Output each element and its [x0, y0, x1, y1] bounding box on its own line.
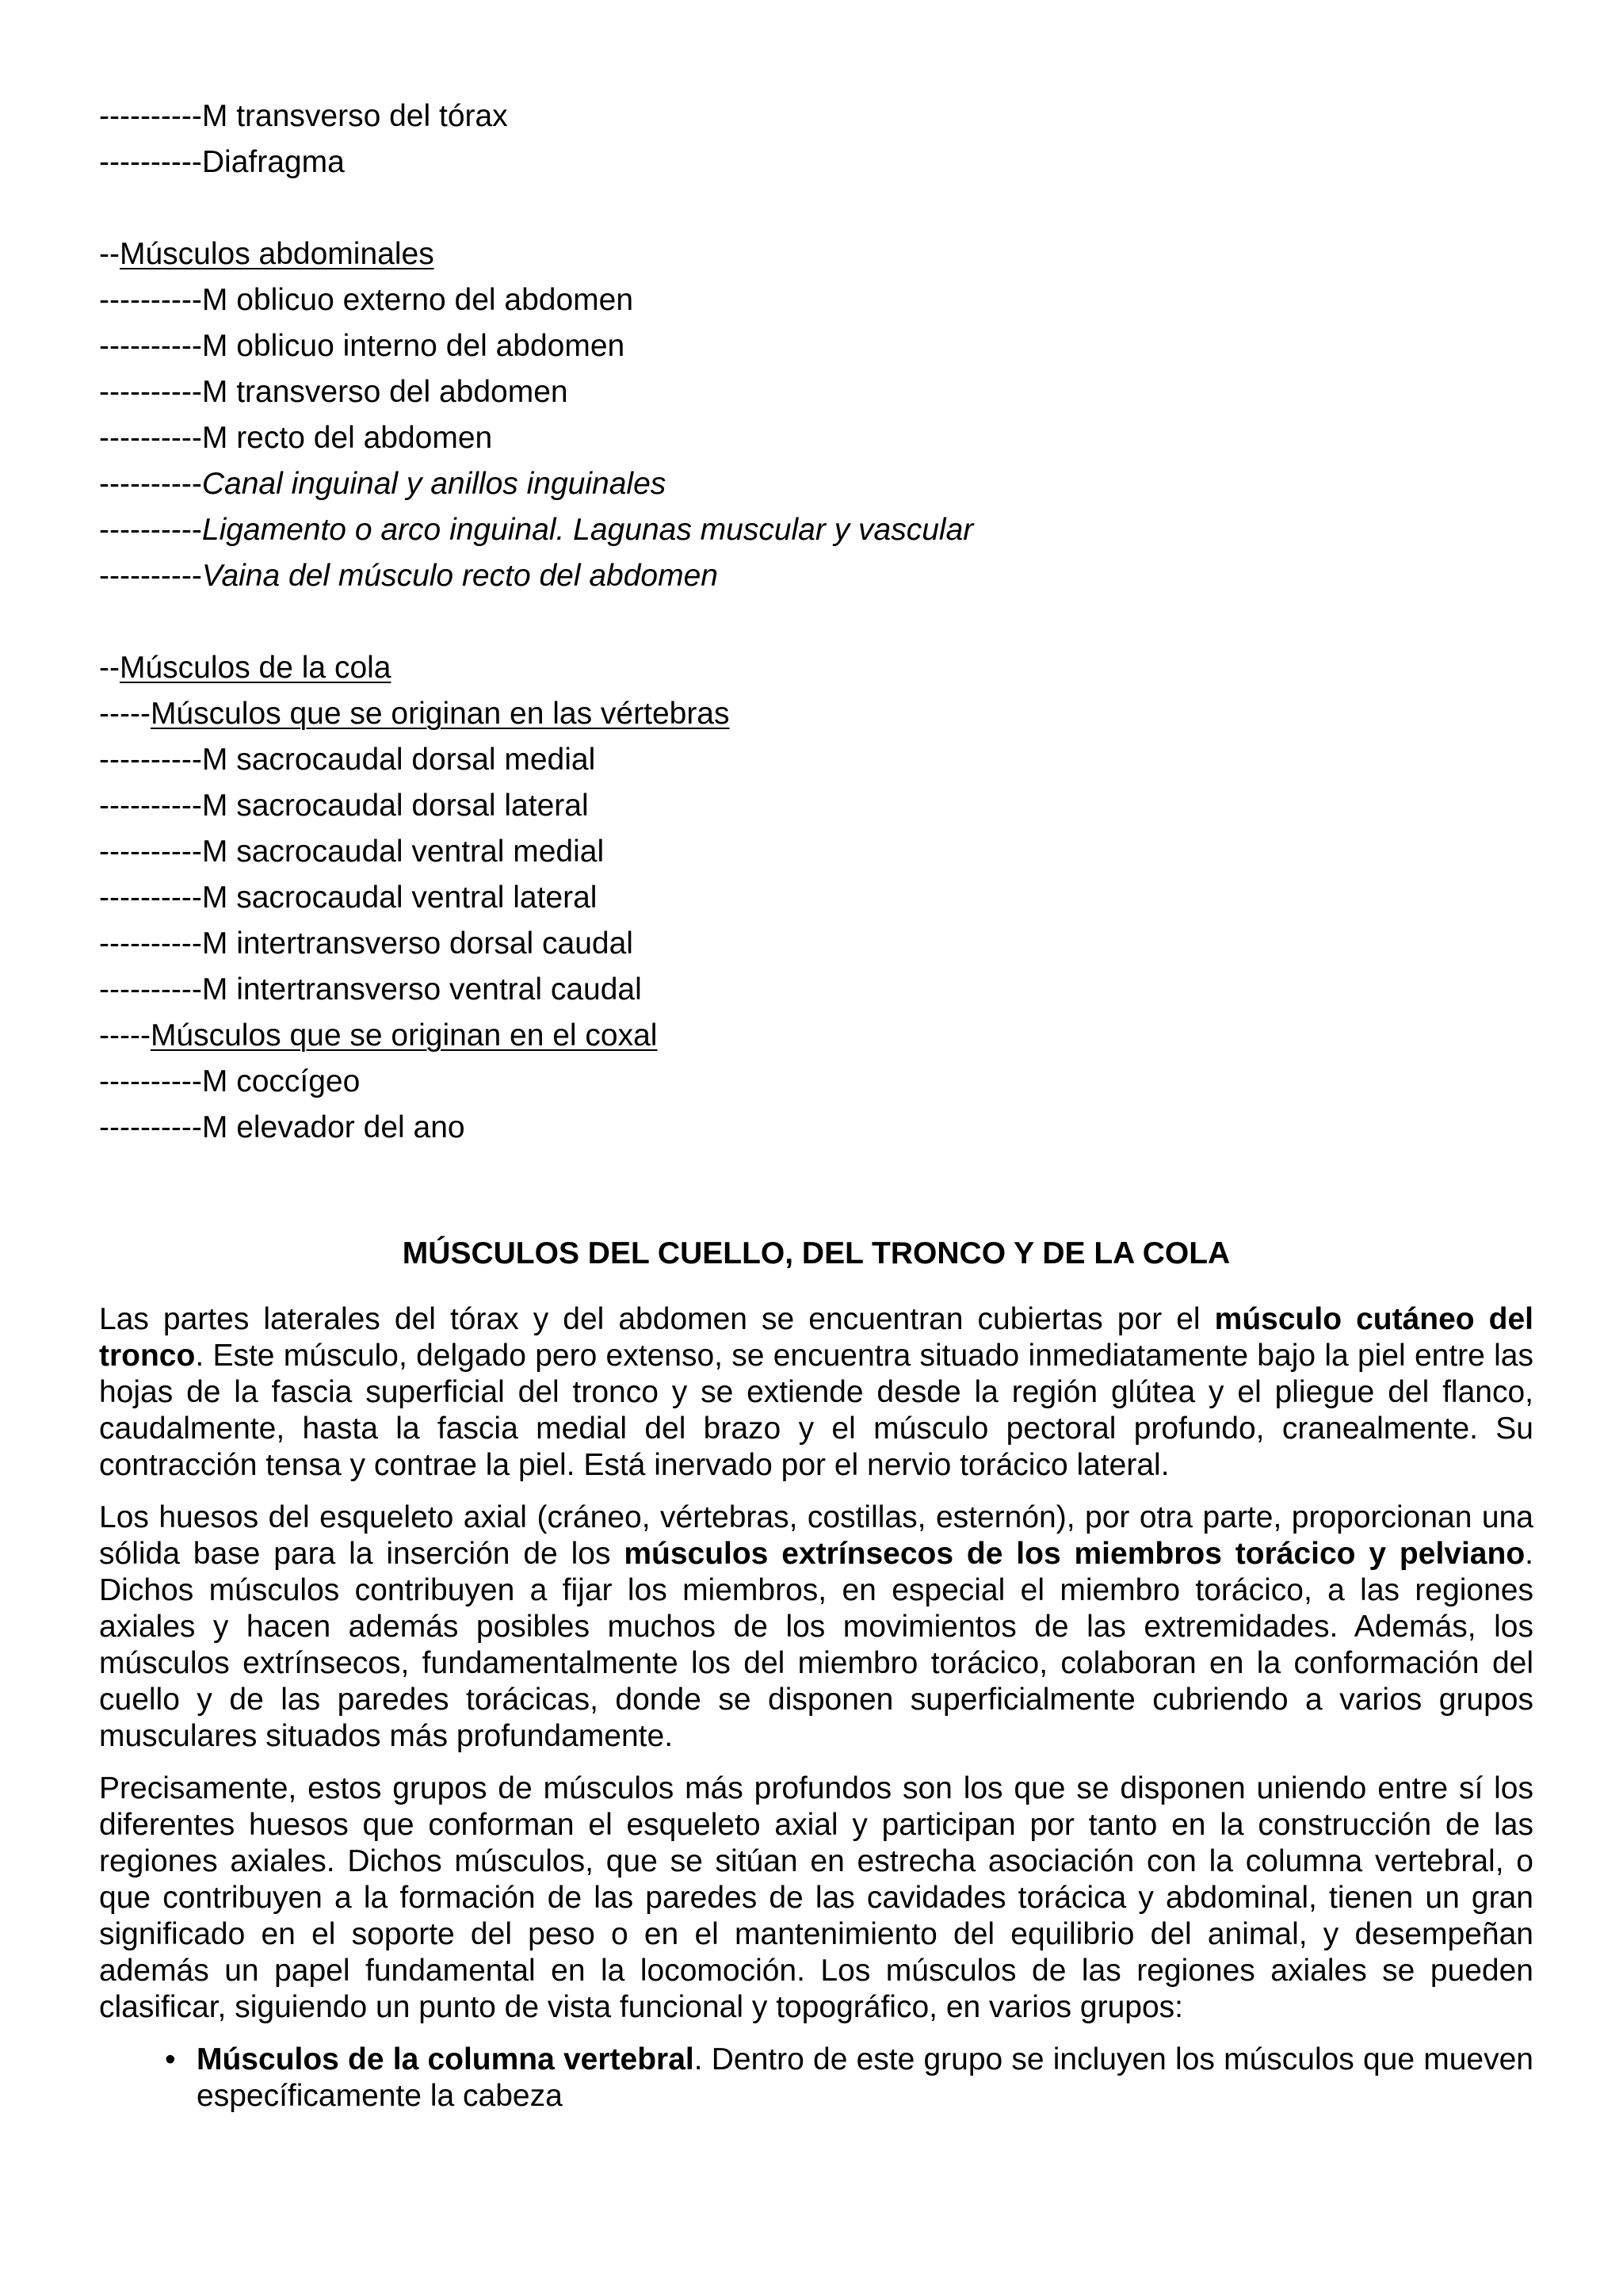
muscle-group-list — [99, 2042, 1533, 2115]
outline-item-label: M sacrocaudal ventral lateral — [201, 881, 598, 915]
outline-item-label: Músculos de la cola — [119, 651, 391, 685]
spacer — [99, 599, 1526, 645]
outline-item-dashes: ---------- — [99, 972, 202, 1007]
outline-item — [99, 967, 1526, 1013]
muscle-outline-list — [99, 94, 1526, 1151]
paragraph-1-text-a: Las partes laterales del tórax y del abdomen se encuentran cubiertas por el — [99, 1302, 1215, 1336]
outline-item — [99, 277, 1526, 323]
outline-item-label: Músculos que se originan en el coxal — [150, 1018, 658, 1052]
outline-item-label: M sacrocaudal dorsal lateral — [201, 789, 589, 823]
outline-item-label: M intertransverso ventral caudal — [201, 972, 642, 1007]
outline-item — [99, 921, 1526, 967]
outline-item-dashes: ---------- — [99, 1110, 202, 1144]
outline-item-dashes: ---------- — [99, 559, 202, 593]
outline-item — [99, 1013, 1526, 1059]
outline-item-label: M sacrocaudal ventral medial — [201, 835, 605, 869]
outline-item — [99, 737, 1526, 783]
outline-item-dashes: ---------- — [99, 283, 202, 317]
outline-item-dashes: ---------- — [99, 513, 202, 547]
paragraph-3: Precisamente, estos grupos de músculos más profundos son los que se disponen uniendo entre sí los diferentes huesos que conforman el esqueleto axial y participan por tanto en la construcción de las regiones axiales. Dichos músculos, que se sitúan en estrecha asociación con la columna vertebral, o que contribuyen a la formación de las paredes de las cavidades torácica y abdominal, tienen un gran significado en el soporte del peso o en el mantenimiento del equilibrio del animal, y desempeñan además un papel fundamental en la locomoción. Los músculos de las regiones axiales se pueden clasificar, siguiendo un punto de vista funcional y topográfico, en varios grupos: — [99, 1771, 1533, 2024]
outline-item — [99, 94, 1526, 139]
outline-item-dashes: ---------- — [99, 99, 202, 133]
outline-item — [99, 369, 1526, 415]
paragraph-1 — [99, 1301, 1533, 1484]
outline-item-label: M intertransverso dorsal caudal — [201, 926, 633, 961]
outline-item-dashes: ---------- — [99, 145, 202, 179]
outline-item — [99, 783, 1526, 829]
outline-item-label: Canal inguinal y anillos inguinales — [201, 467, 666, 501]
outline-item-dashes: ---------- — [99, 881, 202, 915]
outline-item — [99, 1105, 1526, 1151]
outline-item-label: Diafragma — [201, 145, 345, 179]
paragraph-2 — [99, 1499, 1533, 1755]
outline-item-dashes: ---------- — [99, 375, 202, 409]
outline-item-dashes: ---------- — [99, 743, 202, 777]
outline-item-label: M recto del abdomen — [201, 421, 493, 455]
outline-item-label: Ligamento o arco inguinal. Lagunas muscular y vascular — [201, 513, 974, 547]
outline-item — [99, 691, 1526, 737]
outline-item-label: Músculos que se originan en las vértebras — [150, 697, 730, 731]
spacer — [99, 185, 1526, 231]
outline-item-label: M oblicuo interno del abdomen — [201, 329, 625, 363]
outline-item — [99, 139, 1526, 185]
outline-item — [99, 461, 1526, 507]
list-item-text: . Dentro de este grupo se incluyen los músculos que mueven específicamente la cabeza — [197, 2042, 1533, 2113]
outline-item-dashes: ---------- — [99, 835, 202, 869]
outline-item-label: M transverso del tórax — [201, 99, 508, 133]
section-heading: MÚSCULOS DEL CUELLO, DEL TRONCO Y DE LA COLA — [402, 1236, 1231, 1270]
outline-item — [99, 507, 1526, 553]
outline-item-label: Músculos abdominales — [119, 237, 434, 271]
list-item-bold-term: Músculos de la columna vertebral — [197, 2042, 694, 2076]
paragraph-2-text-a: Los huesos del esqueleto axial (cráneo, vértebras, costillas, esternón), por otra parte, proporcionan una sólida base para la inserción de los — [99, 1500, 1533, 1571]
paragraph-1-text-b: . Este músculo, delgado pero extenso, se encuentra situado inmediatamente bajo la piel entre las hojas de la fascia superficial del tronco y se extiende desde la región glútea y el pliegue del flanco, caudalmente, hasta la fascia medial del brazo y el músculo pectoral profundo, cranealmente. Su contracción tensa y contrae la piel. Está inervado por el nervio torácico lateral. — [99, 1339, 1533, 1482]
outline-item-label: M oblicuo externo del abdomen — [201, 283, 634, 317]
outline-item-label: M transverso del abdomen — [201, 375, 568, 409]
outline-item-dashes: -- — [99, 237, 120, 271]
outline-item — [99, 323, 1526, 369]
list-item — [99, 2042, 1533, 2115]
outline-item — [99, 231, 1526, 277]
outline-item — [99, 553, 1526, 599]
outline-item-label: M coccígeo — [201, 1064, 361, 1098]
outline-item-dashes: ---------- — [99, 789, 202, 823]
outline-item — [99, 829, 1526, 875]
outline-item — [99, 875, 1526, 921]
paragraph-1-bold-term: músculo cutáneo del tronco — [99, 1302, 1534, 1373]
outline-item-label: M elevador del ano — [201, 1110, 465, 1144]
outline-item-dashes: ---------- — [99, 1064, 202, 1098]
outline-item-dashes: ---------- — [99, 467, 202, 501]
outline-item-dashes: ---------- — [99, 926, 202, 961]
outline-item-dashes: -- — [99, 651, 120, 685]
outline-item — [99, 1059, 1526, 1105]
outline-item-dashes: ----- — [99, 697, 151, 731]
outline-item — [99, 645, 1526, 691]
paragraph-2-bold-term: músculos extrínsecos de los miembros torácico y pelviano — [624, 1537, 1526, 1571]
outline-item-label: M sacrocaudal dorsal medial — [201, 743, 596, 777]
outline-item-dashes: ---------- — [99, 329, 202, 363]
outline-item-label: Vaina del músculo recto del abdomen — [201, 559, 718, 593]
outline-item-dashes: ----- — [99, 1018, 151, 1052]
outline-item — [99, 415, 1526, 461]
section-body — [99, 1301, 1533, 2115]
outline-item-dashes: ---------- — [99, 421, 202, 455]
paragraph-2-text-b: . Dichos músculos contribuyen a fijar los miembros, en especial el miembro torácico, a las regiones axiales y hacen además posibles muchos de los movimientos de las extremidades. Además, los músculos extrínsecos, fundamentalmente los del miembro torácico, colaboran en la conformación del cuello y de las paredes torácicas, donde se disponen superficialmente cubriendo a varios grupos musculares situados más profundamente. — [99, 1537, 1533, 1753]
bullet-icon: • — [165, 2042, 176, 2076]
